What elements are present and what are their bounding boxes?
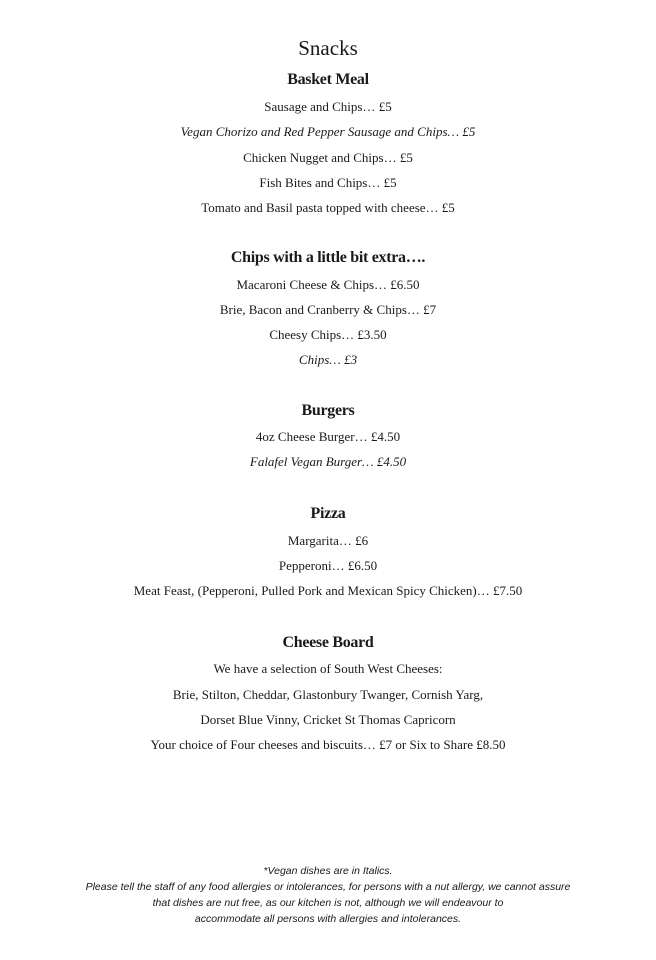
menu-item-vegan: Falafel Vegan Burger… £4.50: [249, 454, 407, 469]
footer-note-vegan: *Vegan dishes are in Italics.: [263, 865, 393, 877]
menu-item: Meat Feast, (Pepperoni, Pulled Pork and Mexican Spicy Chicken)… £7.50: [133, 583, 523, 598]
menu-item: Brie, Bacon and Cranberry & Chips… £7: [219, 302, 437, 317]
footer-allergy-note: that dishes are nut free, as our kitchen is not, although we will endeavour to: [152, 897, 504, 909]
menu-item: Your choice of Four cheeses and biscuits… £7 or Six to Share £8.50: [150, 737, 506, 752]
footer-allergy-note: Please tell the staff of any food allergies or intolerances, for persons with a nut allergy, we cannot assure: [85, 881, 571, 893]
menu-text: Brie, Stilton, Cheddar, Glastonbury Twanger, Cornish Yarg,: [172, 687, 484, 702]
section-heading-chips-extra: Chips with a little bit extra….: [230, 249, 426, 266]
menu-item: Chicken Nugget and Chips… £5: [243, 150, 413, 165]
menu-item: 4oz Cheese Burger… £4.50: [255, 429, 401, 444]
menu-text: We have a selection of South West Cheeses:: [213, 661, 443, 676]
page-title: Snacks: [298, 36, 358, 60]
menu-item: Macaroni Cheese & Chips… £6.50: [236, 277, 420, 292]
section-heading-burgers: Burgers: [301, 402, 355, 419]
menu-item-vegan: Chips… £3: [298, 352, 358, 367]
menu-item: Fish Bites and Chips… £5: [259, 175, 397, 190]
menu-item-vegan: Vegan Chorizo and Red Pepper Sausage and Chips… £5: [180, 124, 476, 139]
footer-allergy-note: accommodate all persons with allergies and intolerances.: [194, 913, 462, 925]
section-heading-cheese-board: Cheese Board: [282, 634, 374, 651]
section-heading-pizza: Pizza: [310, 505, 346, 522]
menu-item: Pepperoni… £6.50: [278, 558, 378, 573]
menu-item: Margarita… £6: [287, 533, 369, 548]
menu-text: Dorset Blue Vinny, Cricket St Thomas Capricorn: [200, 712, 456, 727]
menu-item: Tomato and Basil pasta topped with cheese… £5: [201, 200, 455, 215]
menu-item: Cheesy Chips… £3.50: [269, 327, 387, 342]
section-heading-basket-meal: Basket Meal: [287, 71, 369, 88]
menu-item: Sausage and Chips… £5: [264, 99, 392, 114]
